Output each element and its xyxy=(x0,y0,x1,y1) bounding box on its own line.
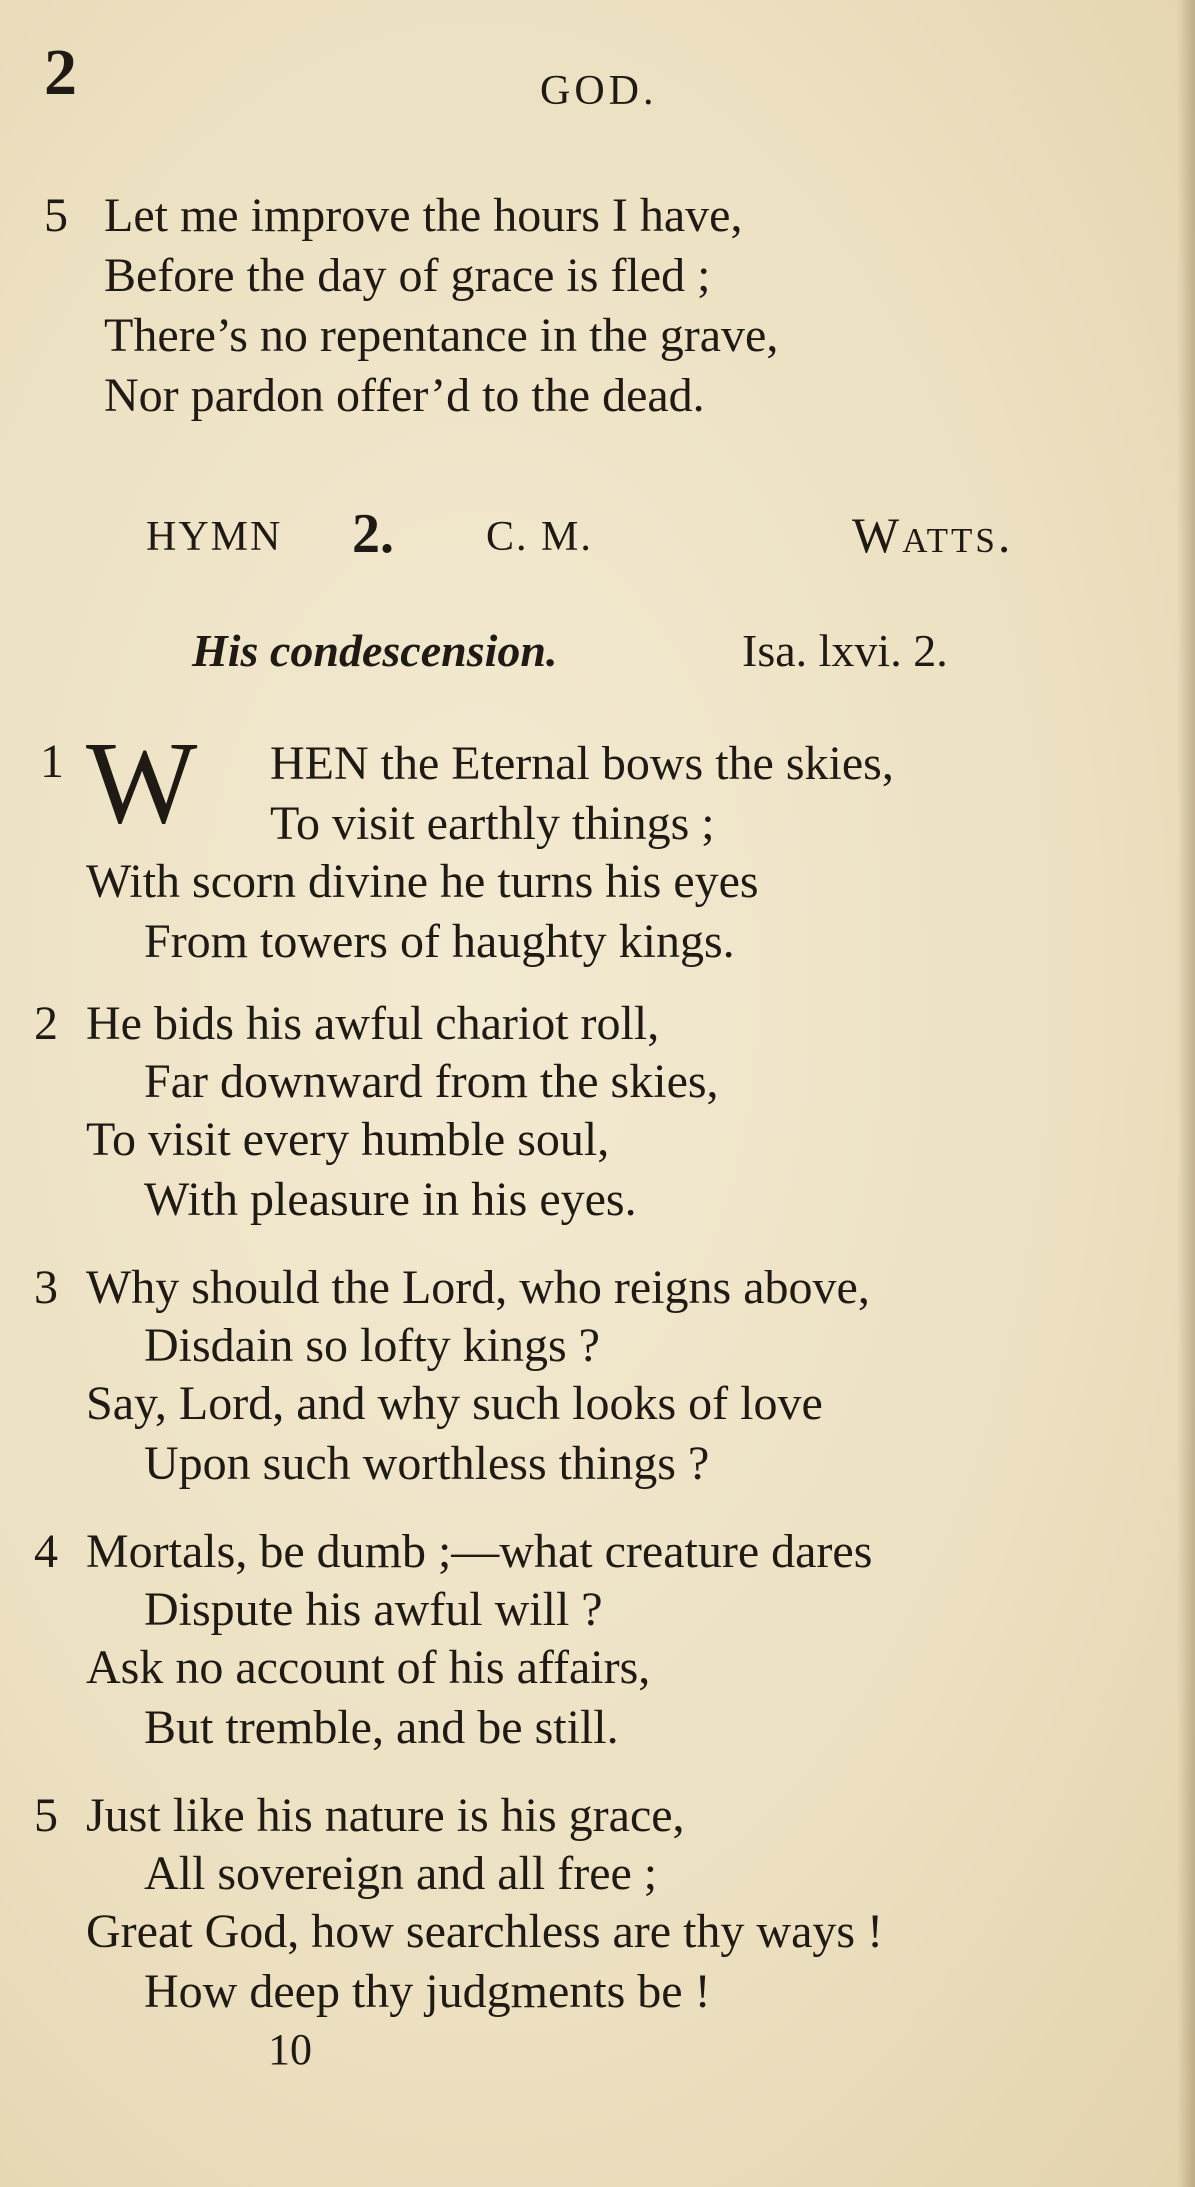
hymn-label: HYMN xyxy=(146,514,283,560)
verse-line: HEN the Eternal bows the skies, xyxy=(270,737,894,790)
verse-line: Far downward from the skies, xyxy=(144,1055,719,1108)
verse-line: With scorn divine he turns his eyes xyxy=(86,855,759,908)
verse-number: 3 xyxy=(34,1261,58,1314)
verse-number: 1 xyxy=(40,735,64,788)
verse-line: To visit every humble soul, xyxy=(86,1113,610,1166)
verse-line: With pleasure in his eyes. xyxy=(144,1173,637,1226)
verse-line: Disdain so lofty kings ? xyxy=(144,1319,600,1372)
running-head: GOD. xyxy=(540,68,658,114)
verse-line: How deep thy judgments be ! xyxy=(144,1965,711,2018)
verse-line: Upon such worthless things ? xyxy=(144,1437,710,1490)
verse-number: 4 xyxy=(34,1525,58,1578)
verse-number: 5 xyxy=(34,1789,58,1842)
verse-line: Say, Lord, and why such looks of love xyxy=(86,1377,823,1430)
verse-line: To visit earthly things ; xyxy=(270,797,715,850)
drop-cap: W xyxy=(86,717,198,848)
verse-line: Let me improve the hours I have, xyxy=(104,189,743,242)
verse-line: From towers of haughty kings. xyxy=(144,915,735,968)
verse-line: Ask no account of his affairs, xyxy=(86,1641,651,1694)
verse-line: He bids his awful chariot roll, xyxy=(86,997,660,1050)
page-edge-shadow xyxy=(1177,0,1195,2187)
verse-number: 5 xyxy=(44,189,68,242)
verse-line: But tremble, and be still. xyxy=(144,1701,619,1754)
verse-line: Dispute his awful will ? xyxy=(144,1583,603,1636)
scripture-reference: Isa. lxvi. 2. xyxy=(742,625,948,676)
verse-line: There’s no repentance in the grave, xyxy=(104,309,779,362)
hymn-author: Watts. xyxy=(852,507,1014,563)
verse-line: Before the day of grace is fled ; xyxy=(104,249,711,302)
verse-line: Why should the Lord, who reigns above, xyxy=(86,1261,870,1314)
hymn-subtitle: His condescension. xyxy=(192,625,558,676)
hymn-number: 2. xyxy=(352,503,394,565)
page-number: 2 xyxy=(44,36,77,109)
verse-number: 2 xyxy=(34,997,58,1050)
signature-mark: 10 xyxy=(268,2025,312,2074)
hymn-meter: C. M. xyxy=(486,514,593,560)
verse-line: Great God, how searchless are thy ways ! xyxy=(86,1905,884,1958)
verse-line: Just like his nature is his grace, xyxy=(86,1789,685,1842)
verse-line: All sovereign and all free ; xyxy=(144,1847,658,1900)
verse-line: Mortals, be dumb ;—what creature dares xyxy=(86,1525,873,1578)
verse-line: Nor pardon offer’d to the dead. xyxy=(104,369,705,422)
